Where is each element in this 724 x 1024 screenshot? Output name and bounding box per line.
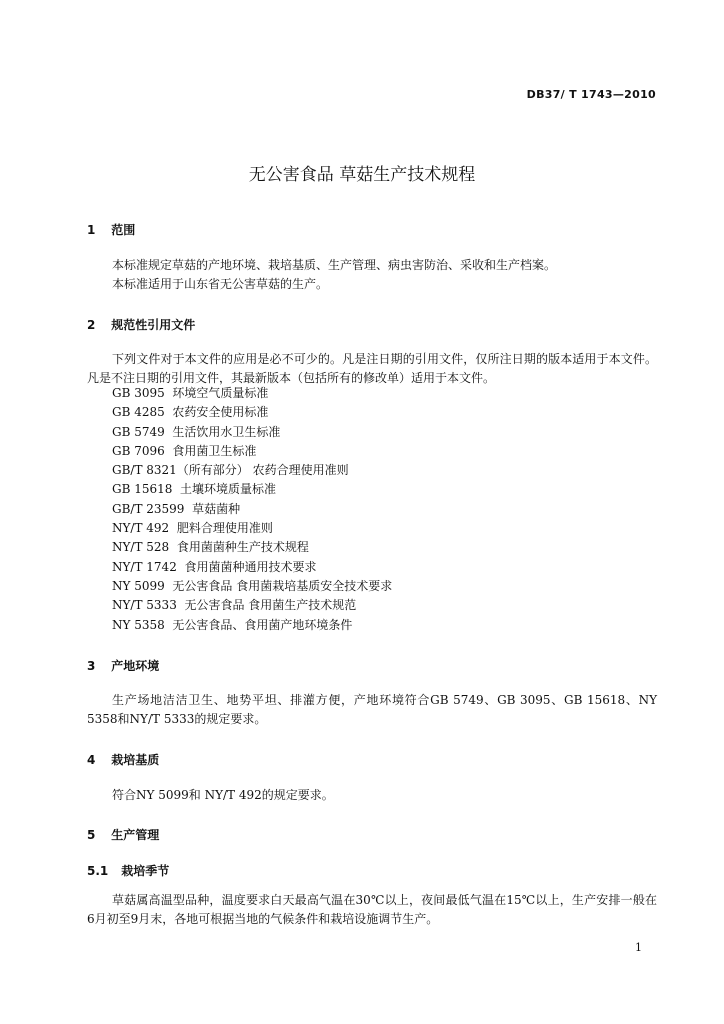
page-number: 1: [635, 941, 642, 954]
reference-item: NY/T 528 食用菌菌种生产技术规程: [112, 540, 309, 555]
section-1-heading: [87, 221, 135, 238]
document-title: 无公害食品 草菇生产技术规程: [248, 165, 476, 185]
section-number: 2: [87, 318, 96, 332]
section-title: 产地环境: [111, 659, 160, 673]
reference-item: GB 3095 环境空气质量标准: [112, 386, 269, 400]
cultivation-season-text: 草菇属高温型品种，温度要求白天最高气温在30℃以上，夜间最低气温在15℃以上，生产安排一般在6月初至9月末，各地可根据当地的气候条件和栽培设施调节生产。: [87, 893, 657, 926]
cultivation-substrate-text: 符合NY 5099和 NY/T 492的规定要求。: [112, 788, 334, 802]
section-5-1-heading: [87, 862, 169, 879]
section-number: 1: [87, 223, 96, 237]
reference-item: NY/T 1742 食用菌菌种通用技术要求: [112, 559, 317, 574]
scope-line-1: 本标准规定草菇的产地环境、栽培基质、生产管理、病虫害防治、采收和生产档案。: [112, 258, 557, 272]
section-3-heading: [87, 657, 159, 674]
section-number: 5: [87, 828, 96, 842]
section-title: 规范性引用文件: [111, 318, 196, 332]
section-4-heading: [87, 751, 159, 768]
normative-references-intro: 下列文件对于本文件的应用是必不可少的。凡是注日期的引用文件，仅所注日期的版本适用于本文件。凡是不注日期的引用文件，其最新版本（包括所有的修改单）适用于本文件。: [87, 352, 657, 385]
reference-item: GB 15618 土壤环境质量标准: [112, 482, 277, 497]
section-number: 4: [87, 753, 96, 767]
section-title: 栽培基质: [111, 753, 160, 767]
reference-item: NY 5099 无公害食品 食用菌栽培基质安全技术要求: [112, 578, 393, 593]
reference-item: NY/T 492 肥料合理使用准则: [112, 521, 273, 536]
reference-item: GB 5749 生活饮用水卫生标准: [112, 424, 281, 439]
reference-list: [112, 384, 392, 635]
reference-item: NY 5358 无公害食品、食用菌产地环境条件: [112, 617, 353, 632]
reference-item: GB 7096 食用菌卫生标准: [112, 443, 257, 458]
reference-item: GB/T 23599 草菇菌种: [112, 501, 241, 516]
scope-line-2: 本标准适用于山东省无公害草菇的生产。: [112, 277, 329, 291]
section-number: 5.1: [87, 864, 109, 878]
section-2-heading: [87, 316, 195, 333]
section-title: 范围: [111, 223, 136, 237]
production-environment-text: 生产场地洁洁卫生、地势平坦、排灌方便，产地环境符合GB 5749、GB 3095、GB 15618、NY 5358和NY/T 5333的规定要求。: [87, 693, 657, 726]
section-title: 栽培季节: [121, 864, 170, 878]
reference-item: GB/T 8321（所有部分） 农药合理使用准则: [112, 463, 349, 478]
section-title: 生产管理: [111, 828, 160, 842]
standard-code: DB37/ T 1743—2010: [526, 88, 656, 101]
reference-item: GB 4285 农药安全使用标准: [112, 405, 269, 420]
section-number: 3: [87, 659, 96, 673]
section-5-heading: [87, 826, 159, 843]
reference-item: NY/T 5333 无公害食品 食用菌生产技术规范: [112, 598, 357, 613]
